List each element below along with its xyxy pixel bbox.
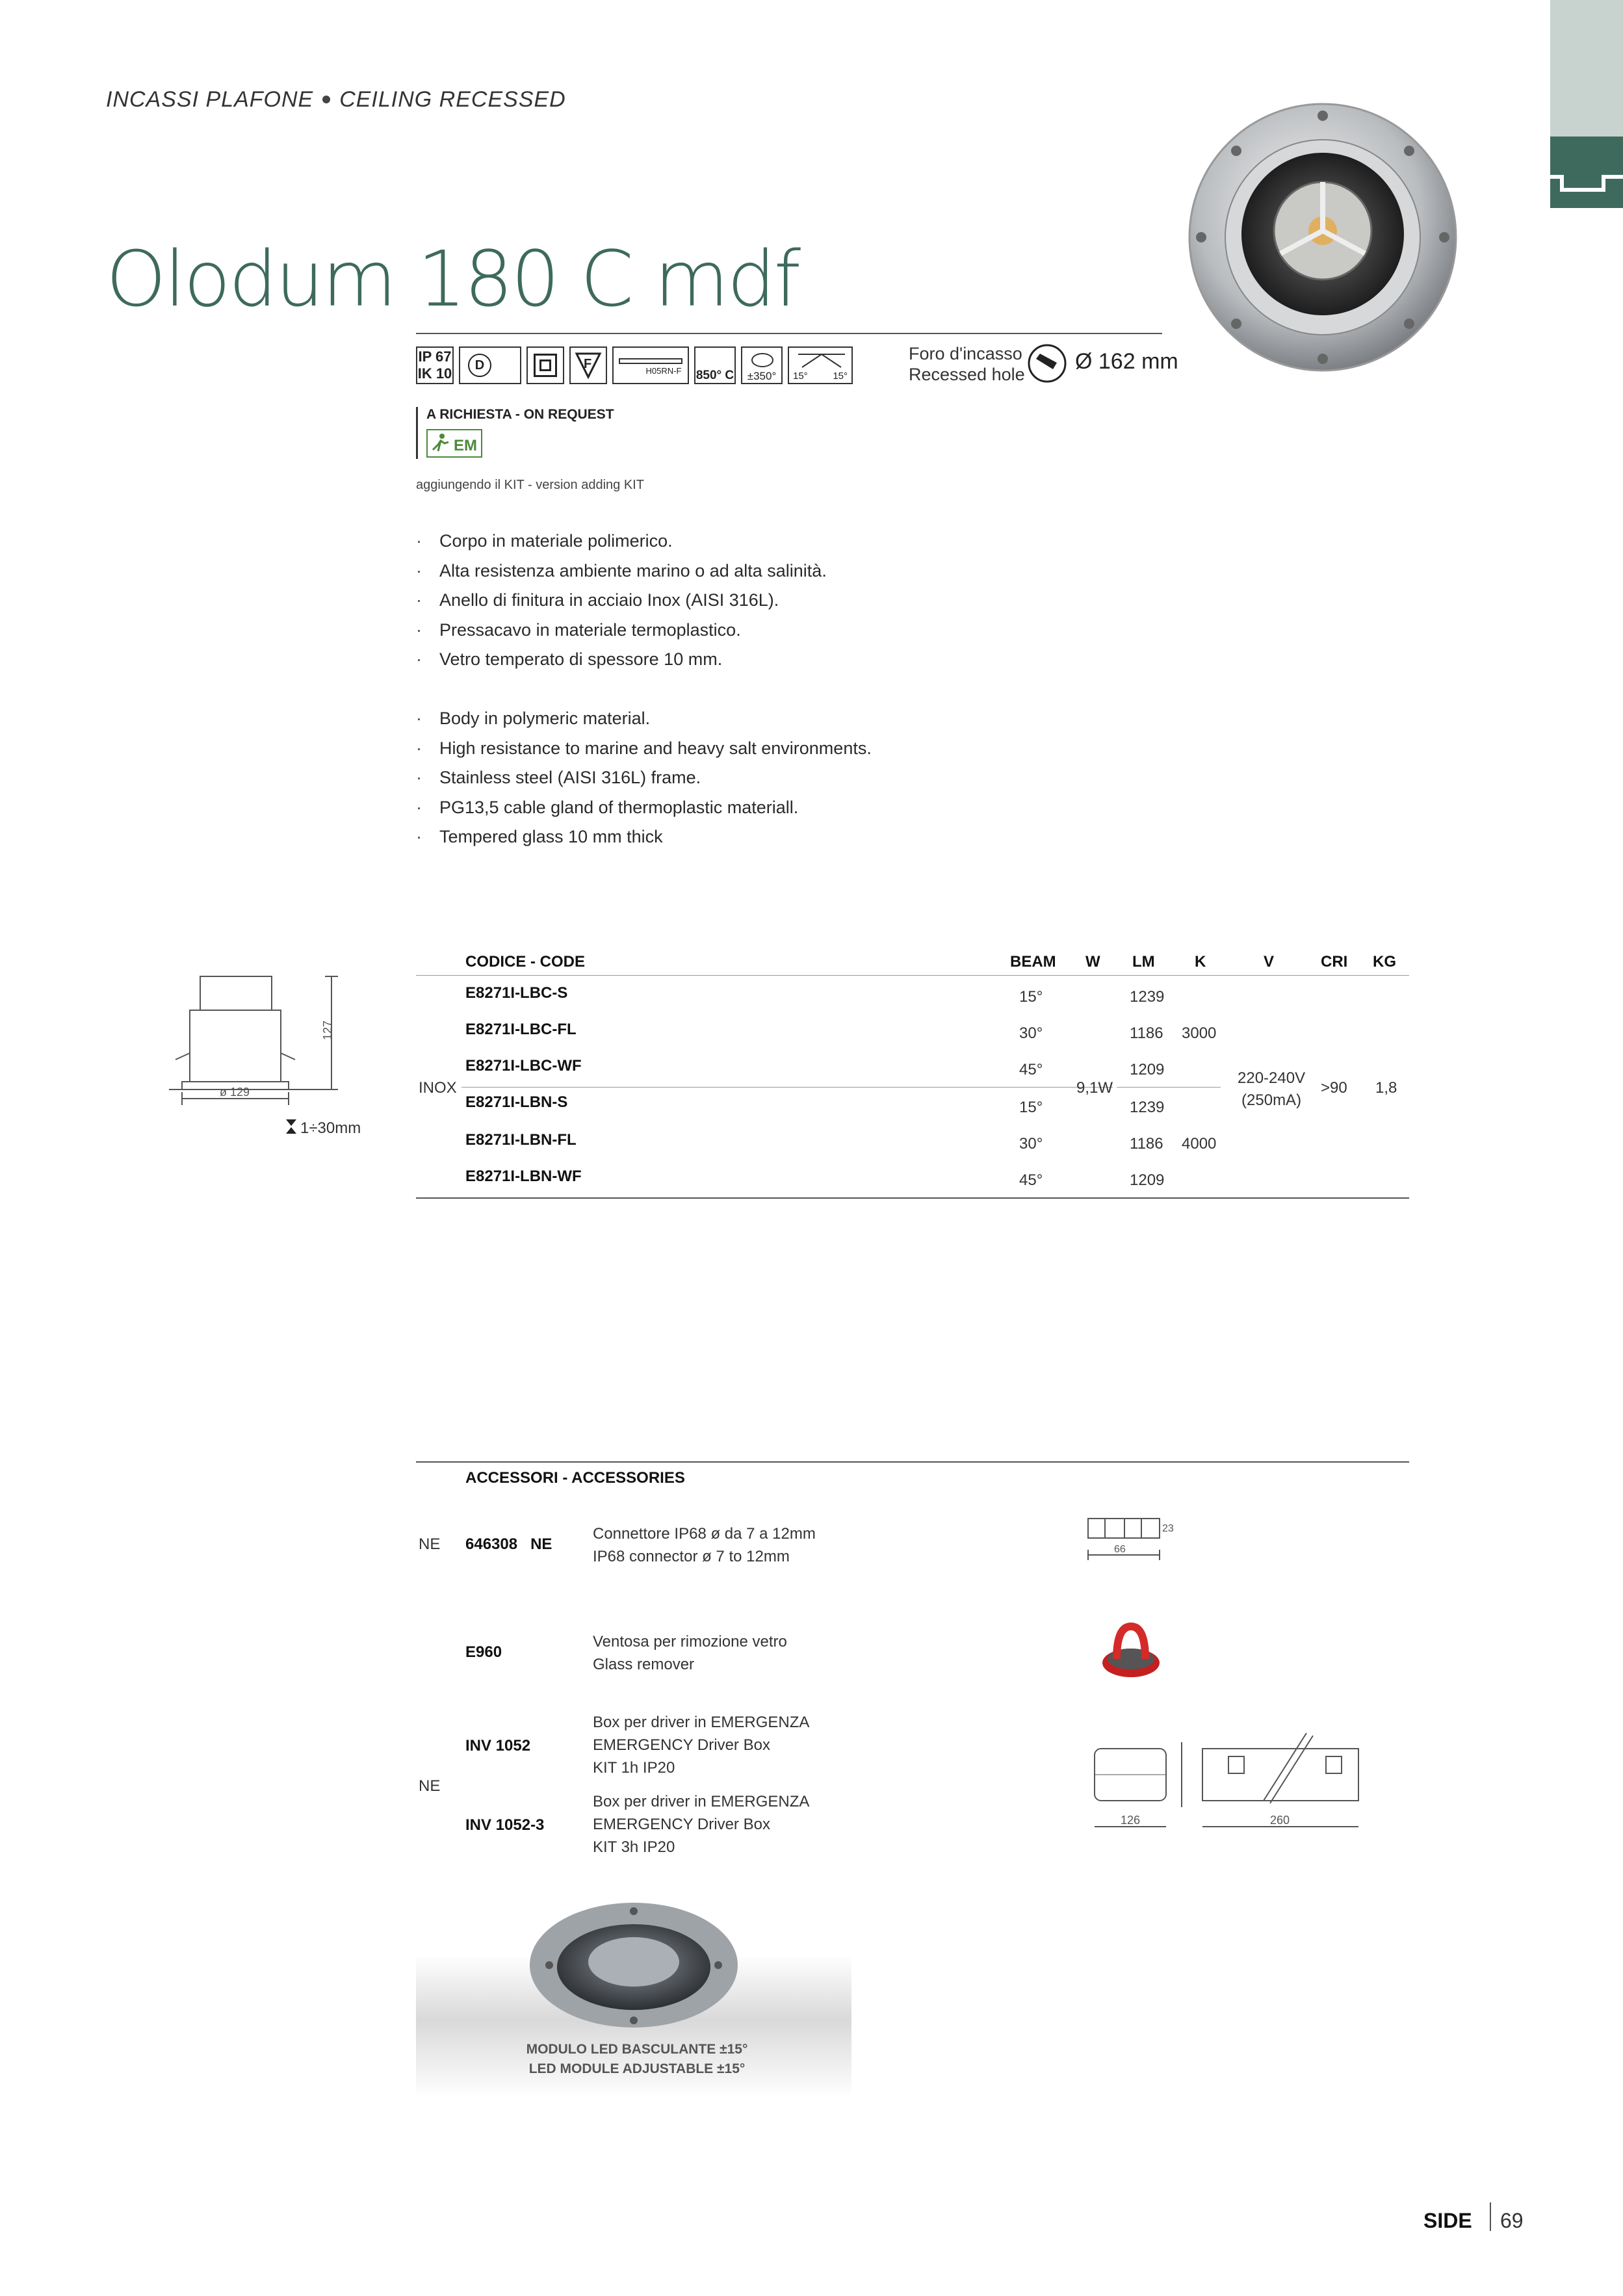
table-row-lm: 1239 — [1130, 988, 1165, 1006]
finish-label: INOX — [419, 1079, 457, 1097]
ceiling-recessed-icon — [1550, 137, 1623, 208]
col-beam: BEAM — [1010, 953, 1056, 971]
list-item: · Vetro temperato di spessore 10 mm. — [416, 645, 827, 675]
table-group-divider — [461, 1087, 1113, 1088]
product-photo-top — [1183, 98, 1462, 377]
cable-icon: H05RN-F — [612, 346, 689, 384]
section-label-en: CEILING RECESSED — [339, 87, 566, 112]
connector-drawing — [1079, 1512, 1183, 1564]
accessory-desc: Ventosa per rimozione vetro Glass remover — [593, 1633, 787, 1673]
table-voltage: 220-240V (250mA) — [1238, 1069, 1306, 1109]
svg-text:126: 126 — [1121, 1814, 1141, 1827]
recessed-hole-icon — [1027, 343, 1067, 384]
table-kg: 1,8 — [1375, 1079, 1397, 1097]
table-row-code: E8271I-LBC-FL — [465, 1021, 577, 1038]
class-d-icon: D — [459, 346, 521, 384]
table-row-beam: 15° — [1019, 988, 1043, 1006]
f-mark-icon — [569, 346, 607, 384]
accessories-divider — [416, 1461, 1409, 1463]
ceiling-thickness-icon — [286, 1119, 296, 1134]
list-item: · Anello di finitura in acciaio Inox (AISI 316L). — [416, 586, 827, 616]
table-row-lm: 1239 — [1130, 1099, 1165, 1116]
svg-text:127: 127 — [321, 1020, 334, 1040]
glass-remover-image — [1097, 1616, 1165, 1684]
table-k-neutral: 4000 — [1182, 1135, 1217, 1153]
list-item: · High resistance to marine and heavy salt environments. — [416, 734, 872, 764]
glow-wire-icon: 850° C — [694, 346, 736, 384]
accessory-code: 646308 NE — [465, 1535, 552, 1553]
section-label-it: INCASSI PLAFONE — [106, 87, 314, 112]
list-item: · Tempered glass 10 mm thick — [416, 822, 872, 852]
title-divider — [416, 333, 1162, 334]
accessory-desc: Box per driver in EMERGENZA EMERGENCY Driver Box KIT 3h IP20 — [593, 1793, 810, 1856]
emergency-icon: EM — [426, 429, 482, 458]
tilt-icon: 15° 15° — [788, 346, 853, 384]
list-item: · Pressacavo in materiale termoplastico. — [416, 616, 827, 646]
double-insulation-icon — [526, 346, 564, 384]
accessory-code: INV 1052 — [465, 1737, 531, 1755]
col-code: CODICE - CODE — [465, 953, 586, 971]
recessed-hole-label: Foro d'incasso Recessed hole — [909, 344, 1025, 384]
table-row-lm: 1186 — [1130, 1135, 1163, 1153]
accessories-header: ACCESSORI - ACCESSORIES — [465, 1469, 685, 1487]
accessory-desc: Box per driver in EMERGENZA EMERGENCY Driver Box KIT 1h IP20 — [593, 1714, 810, 1777]
table-row-code: E8271I-LBN-WF — [465, 1168, 582, 1185]
list-item: · PG13,5 cable gland of thermoplastic materiall. — [416, 793, 872, 823]
product-title: Olodum 180 C mdf — [106, 234, 799, 324]
features-italian — [416, 527, 827, 675]
table-row-code: E8271I-LBC-WF — [465, 1057, 582, 1075]
col-cri: CRI — [1321, 953, 1348, 971]
col-kg: KG — [1373, 953, 1396, 971]
accessory-desc: Connettore IP68 ø da 7 a 12mm IP68 connector ø 7 to 12mm — [593, 1525, 816, 1565]
ip-rating-icon: IP 67 IK 10 — [416, 346, 454, 384]
svg-text:23: 23 — [1162, 1523, 1174, 1534]
table-row-beam: 45° — [1019, 1061, 1043, 1078]
table-row-beam: 45° — [1019, 1171, 1043, 1189]
kit-note: aggiungendo il KIT - version adding KIT — [416, 478, 644, 492]
table-bottom-divider — [416, 1197, 1409, 1199]
table-row-code: E8271I-LBC-S — [465, 984, 568, 1002]
table-row-lm: 1209 — [1130, 1171, 1165, 1189]
table-row-beam: 15° — [1019, 1099, 1043, 1116]
accessory-code: E960 — [465, 1643, 502, 1661]
accessory-ne: NE — [419, 1535, 441, 1553]
rotation-icon: ±350° — [741, 346, 783, 384]
list-item: · Corpo in materiale polimerico. — [416, 527, 827, 556]
table-row-lm: 1186 — [1130, 1024, 1163, 1042]
side-tab — [1550, 0, 1623, 137]
accessory-code: INV 1052-3 — [465, 1816, 545, 1834]
recessed-hole-size: Ø 162 mm — [1075, 349, 1178, 374]
col-lm: LM — [1132, 953, 1155, 971]
col-v: V — [1264, 953, 1275, 971]
table-k-warm: 3000 — [1182, 1024, 1217, 1042]
col-w: W — [1085, 953, 1100, 971]
svg-text:66: 66 — [1114, 1544, 1126, 1555]
on-request-label: A RICHIESTA - ON REQUEST — [426, 407, 614, 422]
technical-drawing — [130, 962, 364, 1118]
section-label — [106, 87, 566, 112]
list-item: · Stainless steel (AISI 316L) frame. — [416, 763, 872, 793]
table-row-beam: 30° — [1019, 1024, 1043, 1042]
ceiling-thickness-label: 1÷30mm — [300, 1119, 361, 1137]
svg-text:260: 260 — [1270, 1814, 1290, 1827]
on-request-bar — [416, 407, 418, 459]
svg-text:F: F — [584, 357, 592, 371]
table-row-code: E8271I-LBN-S — [465, 1093, 568, 1111]
svg-text:ø 129: ø 129 — [220, 1086, 250, 1099]
col-k: K — [1195, 953, 1206, 971]
list-item: · Body in polymeric material. — [416, 704, 872, 734]
table-watt: 9,1W — [1076, 1079, 1113, 1097]
emergency-box-drawing — [1092, 1729, 1371, 1840]
table-row-code: E8271I-LBN-FL — [465, 1131, 577, 1149]
footer-brand: SIDE — [1423, 2209, 1472, 2232]
category-tab — [1550, 137, 1623, 208]
table-row-beam: 30° — [1019, 1135, 1043, 1153]
list-item: · Alta resistenza ambiente marino o ad alta salinità. — [416, 556, 827, 586]
table-row-lm: 1209 — [1130, 1061, 1165, 1078]
table-header-divider — [416, 975, 1409, 976]
table-cri: >90 — [1321, 1079, 1347, 1097]
table-group-divider-lm — [1117, 1087, 1221, 1088]
footer-separator — [1490, 2202, 1491, 2231]
page-number: 69 — [1500, 2209, 1524, 2232]
features-english — [416, 704, 872, 852]
accessory-ne: NE — [419, 1777, 441, 1795]
photo-caption: MODULO LED BASCULANTE ±15° LED MODULE ADJUSTABLE ±15° — [526, 2042, 748, 2076]
